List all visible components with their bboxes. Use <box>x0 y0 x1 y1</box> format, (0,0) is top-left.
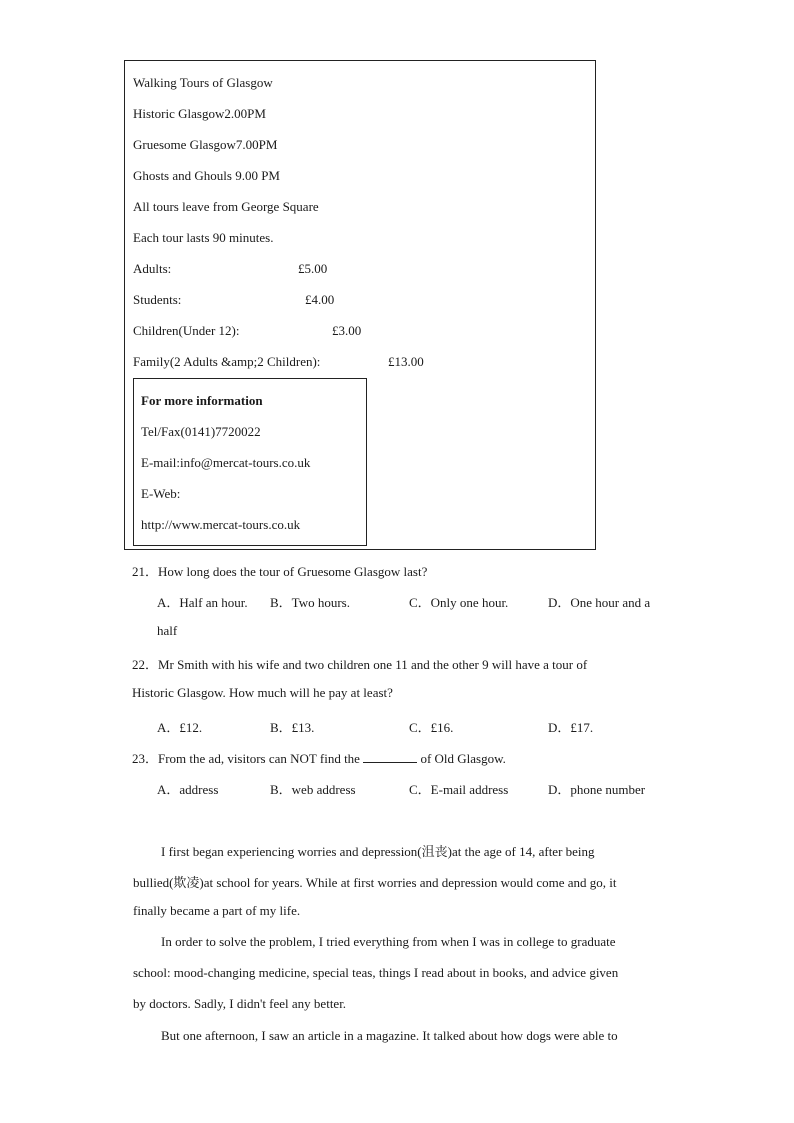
passage-line: finally became a part of my life. <box>133 903 301 918</box>
q21-option-b: B．Two hours. <box>270 595 350 610</box>
info-web-label: E-Web: <box>141 486 181 501</box>
q21-option-d: D．One hour and a <box>548 595 651 610</box>
q22-option-a: A．£12. <box>157 720 203 735</box>
price-children: £3.00 <box>332 323 362 338</box>
q23-option-a: A．address <box>157 782 219 797</box>
tour-historic: Historic Glasgow2.00PM <box>133 106 266 121</box>
price-label-students: Students: <box>133 292 182 307</box>
q22-option-c: C．£16. <box>409 720 454 735</box>
question-22-stem-continued: Historic Glasgow. How much will he pay at least? <box>132 685 393 700</box>
departure-info: All tours leave from George Square <box>133 199 319 214</box>
q23-option-c: C．E-mail address <box>409 782 509 797</box>
passage-line: I first began experiencing worries and depression(沮丧)at the age of 14, after being <box>161 844 595 859</box>
q22-option-b: B．£13. <box>270 720 315 735</box>
q21-option-d-continued: half <box>157 623 178 638</box>
passage-line: school: mood-changing medicine, special teas, things I read about in books, and advice given <box>133 965 619 980</box>
q23-option-d: D．phone number <box>548 782 646 797</box>
question-23-stem-end: of Old Glasgow. <box>417 751 506 766</box>
answer-blank <box>363 752 417 763</box>
passage-line: In order to solve the problem, I tried everything from when I was in college to graduate <box>161 934 616 949</box>
info-heading: For more information <box>141 393 263 408</box>
question-22-stem: 22．Mr Smith with his wife and two children one 11 and the other 9 will have a tour of <box>132 657 588 672</box>
tour-ghosts: Ghosts and Ghouls 9.00 PM <box>133 168 280 183</box>
price-label-adults: Adults: <box>133 261 172 276</box>
q21-option-a: A．Half an hour. <box>157 595 248 610</box>
price-label-family: Family(2 Adults &amp;2 Children): <box>133 354 321 369</box>
question-23-stem <box>132 748 506 767</box>
tour-advertisement <box>124 60 596 550</box>
passage-line: But one afternoon, I saw an article in a magazine. It talked about how dogs were able to <box>161 1028 618 1043</box>
tour-gruesome: Gruesome Glasgow7.00PM <box>133 137 278 152</box>
info-tel: Tel/Fax(0141)7720022 <box>141 424 261 439</box>
question-21-stem: 21．How long does the tour of Gruesome Glasgow last? <box>132 564 428 579</box>
price-family: £13.00 <box>388 354 424 369</box>
passage-line: by doctors. Sadly, I didn't feel any better. <box>133 996 347 1011</box>
duration-info: Each tour lasts 90 minutes. <box>133 230 274 245</box>
q23-option-b: B．web address <box>270 782 356 797</box>
q21-option-c: C．Only one hour. <box>409 595 509 610</box>
price-label-children: Children(Under 12): <box>133 323 240 338</box>
question-23-stem-start: 23．From the ad, visitors can NOT find the <box>132 751 364 766</box>
q22-option-d: D．£17. <box>548 720 594 735</box>
info-email: E-mail:info@mercat-tours.co.uk <box>141 455 311 470</box>
price-adults: £5.00 <box>298 261 328 276</box>
passage-line: bullied(欺凌)at school for years. While at first worries and depression would come and go, it <box>133 875 617 890</box>
contact-info-box <box>133 378 367 546</box>
info-web-url: http://www.mercat-tours.co.uk <box>141 517 301 532</box>
ad-title: Walking Tours of Glasgow <box>133 75 273 90</box>
price-students: £4.00 <box>305 292 335 307</box>
